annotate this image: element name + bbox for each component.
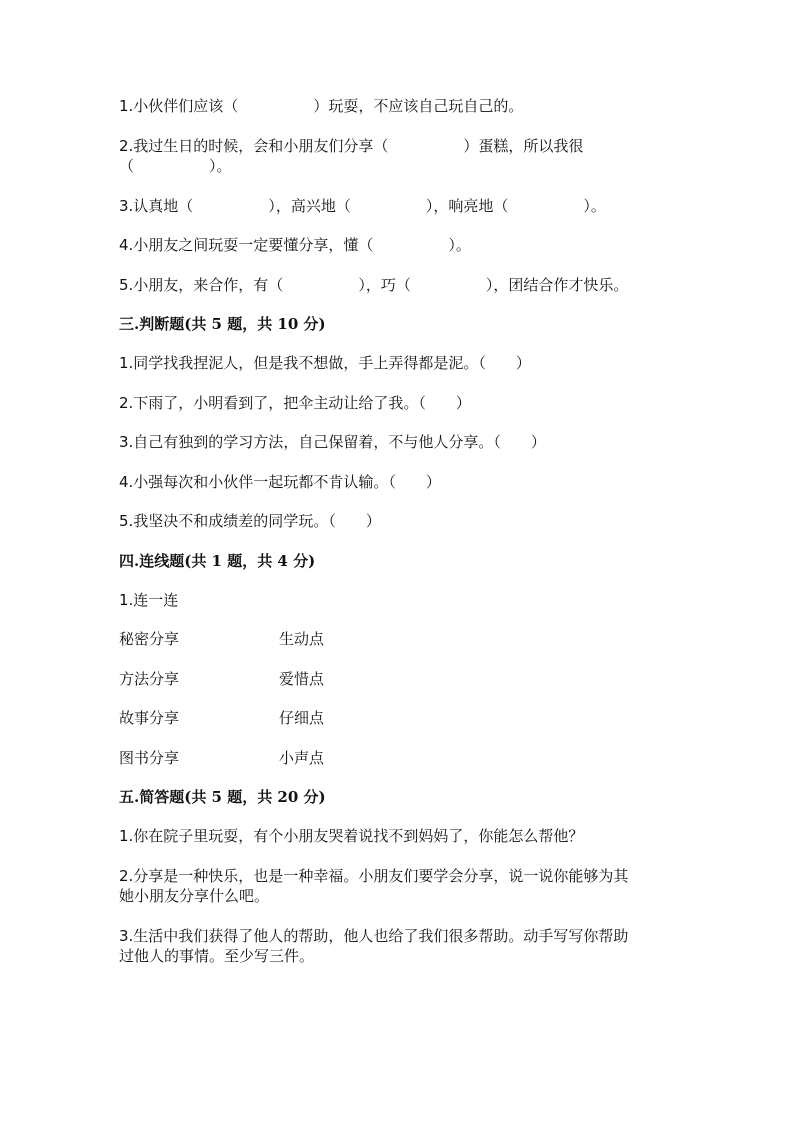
matching-section-heading: 四.连线题(共 1 题，共 4 分) bbox=[119, 552, 316, 570]
matching-left-item: 秘密分享 bbox=[119, 630, 180, 648]
judge-question-3: 3.自己有独到的学习方法，自己保留着，不与他人分享。（ ） bbox=[119, 433, 546, 451]
judge-question-2: 2.下雨了，小明看到了，把伞主动让给了我。（ ） bbox=[119, 394, 471, 412]
matching-right-item: 仔细点 bbox=[279, 709, 325, 727]
matching-right-item: 爱惜点 bbox=[279, 670, 325, 688]
fill-question-2-line-1: 2.我过生日的时候，会和小朋友们分享（ ）蛋糕，所以我很 bbox=[119, 137, 584, 155]
matching-right-item: 生动点 bbox=[279, 630, 325, 648]
matching-left-item: 方法分享 bbox=[119, 670, 180, 688]
matching-left-item: 故事分享 bbox=[119, 709, 180, 727]
short-answer-question-2-line-1: 2.分享是一种快乐，也是一种幸福。小朋友们要学会分享，说一说你能够为其 bbox=[119, 867, 629, 885]
short-answer-section-heading: 五.简答题(共 5 题，共 20 分) bbox=[119, 788, 326, 806]
fill-question-2-line-2: （ ）。 bbox=[119, 157, 232, 175]
short-answer-question-1: 1.你在院子里玩耍，有个小朋友哭着说找不到妈妈了，你能怎么帮他？ bbox=[119, 827, 584, 845]
short-answer-question-3-line-2: 过他人的事情。至少写三件。 bbox=[119, 947, 315, 965]
matching-left-item: 图书分享 bbox=[119, 749, 180, 767]
judge-question-4: 4.小强每次和小伙伴一起玩都不肯认输。（ ） bbox=[119, 473, 441, 491]
judge-question-5: 5.我坚决不和成绩差的同学玩。（ ） bbox=[119, 512, 381, 530]
short-answer-question-3-line-1: 3.生活中我们获得了他人的帮助，他人也给了我们很多帮助。动手写写你帮助 bbox=[119, 927, 629, 945]
judge-section-heading: 三.判断题(共 5 题，共 10 分) bbox=[119, 315, 326, 333]
short-answer-question-2-line-2: 她小朋友分享什么吧。 bbox=[119, 887, 270, 905]
fill-question-1: 1.小伙伴们应该（ ）玩耍，不应该自己玩自己的。 bbox=[119, 97, 524, 115]
fill-question-5: 5.小朋友，来合作，有（ ），巧（ ），团结合作才快乐。 bbox=[119, 276, 629, 294]
fill-question-3: 3.认真地（ ），高兴地（ ），响亮地（ ）。 bbox=[119, 197, 606, 215]
fill-question-4: 4.小朋友之间玩耍一定要懂分享，懂（ ）。 bbox=[119, 236, 471, 254]
judge-question-1: 1.同学找我捏泥人，但是我不想做，手上弄得都是泥。（ ） bbox=[119, 354, 531, 372]
matching-right-item: 小声点 bbox=[279, 749, 325, 767]
matching-question-1: 1.连一连 bbox=[119, 591, 179, 609]
